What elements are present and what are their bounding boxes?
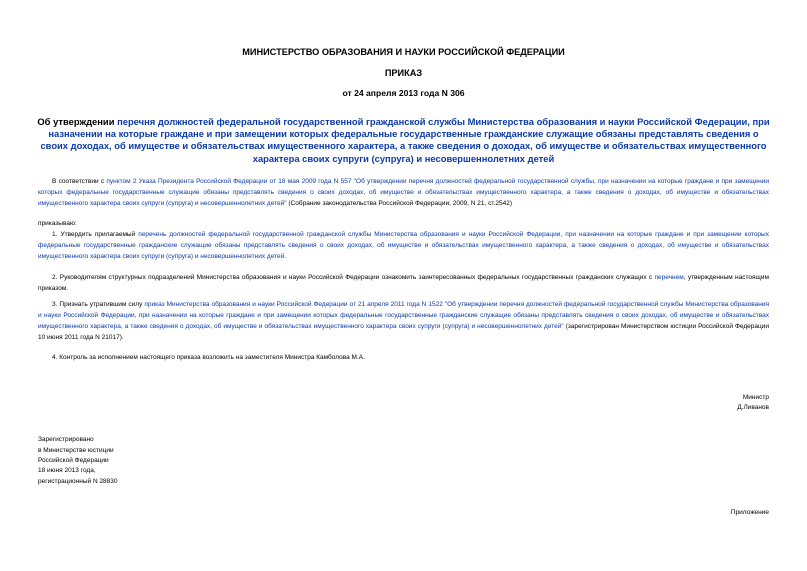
- date-number: от 24 апреля 2013 года N 306: [342, 88, 465, 98]
- preamble-paragraph: [38, 176, 769, 209]
- item-3-paragraph: [38, 299, 769, 343]
- item-2-text-1: 2. Руководителям структурных подразделений Министерства образования и науки Российской Федерации ознакомить заинтересованных федеральных государственных гражданских служащих с: [52, 274, 655, 281]
- preamble-text-2: (Собрание законодательства Российской Федерации, 2009, N 21, ст.2542): [286, 200, 513, 207]
- item-2-text-2: , утвержденным настоящим приказом.: [38, 274, 769, 292]
- registration-line-4: 18 июня 2013 года,: [38, 467, 96, 474]
- ministry-heading: МИНИСТЕРСТВО ОБРАЗОВАНИЯ И НАУКИ РОССИЙСКОЙ ФЕДЕРАЦИИ: [242, 47, 565, 57]
- item-3-text-1: 3. Признать утратившим силу: [52, 301, 145, 308]
- preamble-text-1: В соответствии с: [52, 178, 107, 185]
- item-1-text-1: 1. Утвердить прилагаемый: [52, 231, 139, 238]
- item-4-paragraph: 4. Контроль за исполнением настоящего приказа возложить на заместителя Министра Камболова М.А.: [52, 354, 365, 361]
- registration-line-1: Зарегистрировано: [38, 436, 94, 443]
- signature-name: Д.Ливанов: [737, 404, 769, 411]
- doc-type-heading: ПРИКАЗ: [384, 68, 423, 78]
- registration-line-3: Российской Федерации: [38, 457, 109, 464]
- item-3-text-2: (зарегистрирован Министерством юстиции Российской Федерации 10 июня 2011 года N 21017).: [38, 323, 769, 341]
- item-2-paragraph: [38, 272, 769, 294]
- title-link[interactable]: перечня должностей федеральной государственной гражданской службы Министерства образования и науки Российской Федерации, при назначении на которые граждане и при замещении которых федеральные государственные гражданские служащие обязаны представлять сведения о своих доходах, об имуществе и обязательствах имущественного характера, а также сведения о доходах, об имуществе и обязательствах имущественного характера своих супруги (супруга) и несовершеннолетних детей: [40, 116, 770, 164]
- item-1-paragraph: [38, 229, 769, 262]
- item-1-text-2: .: [284, 253, 287, 260]
- title-prefix: Об утверждении: [37, 116, 118, 127]
- item-2-link[interactable]: перечнем: [654, 274, 684, 281]
- item-1-link[interactable]: перечень должностей федеральной государственной гражданской службы Министерства образования и науки Российской Федерации, при назначении на которые граждане и при замещении которых федеральные государственные гражданские служащие обязаны представлять сведения о своих доходах, об имуществе и обязательствах имущественного характера, а также сведения о доходах, об имуществе и обязательствах имущественного характера своих супруги (супруга) и несовершеннолетних детей: [38, 231, 769, 260]
- order-title: [36, 116, 771, 165]
- item-3-link[interactable]: приказ Министерства образования и науки Российской Федерации от 21 апреля 2011 года N 1522 "Об утверждении перечня должностей федеральной государственной службы Министерства образования и науки Российской Федерации, при назначении на которые граждане и при замещении которых федеральные государственные гражданские служащие обязаны представлять сведения о своих доходах, об имуществе и обязательствах имущественного характера, а также сведения о доходах, об имуществе и обязательствах имущественного характера своих супруги (супруга) и несовершеннолетних детей": [38, 301, 769, 330]
- registration-line-5: регистрационный N 28830: [38, 478, 118, 485]
- order-word: приказываю:: [38, 220, 77, 227]
- signature-position: Министр: [742, 394, 769, 401]
- decree-link[interactable]: пунктом 2 Указа Президента Российской Федерации от 18 мая 2009 года N 557 "Об утверждении перечня должностей федеральной государственной службы, при назначении на которые граждане и при замещении которых федеральные государственные служащие обязаны представлять сведения о своих доходах, об имуществе и обязательствах имущественного характера, а также сведения о доходах, об имуществе и обязательствах имущественного характера своих супруги (супруга) и несовершеннолетних детей": [38, 178, 769, 207]
- appendix-label: Приложение: [730, 509, 769, 516]
- registration-line-2: в Министерстве юстиции: [38, 447, 114, 454]
